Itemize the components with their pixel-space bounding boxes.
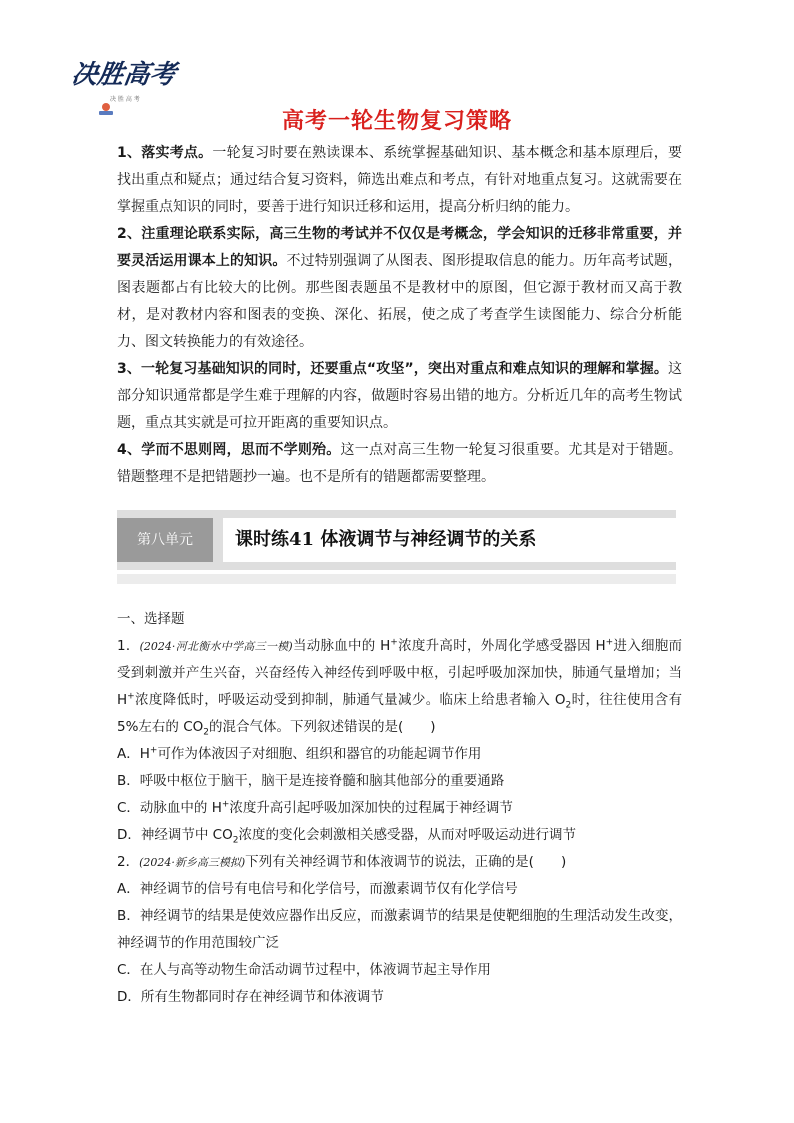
strategy-lead: 3、一轮复习基础知识的同时，还要重点“攻坚”，突出对重点和难点知识的理解和掌握。 [117,361,668,377]
option-d [117,822,682,849]
page-title: 高考一轮生物复习策略 [281,109,512,134]
question-number: 2． [117,854,140,870]
option-b: B．呼吸中枢位于脑干，脑干是连接脊髓和脑其他部分的重要通路 [117,773,505,789]
strategy-item [117,221,682,356]
strategy-item [117,356,682,437]
lesson-banner [117,510,676,586]
question-stem [117,849,682,876]
superscript: + [127,691,135,702]
strategy-body: 这一点对高三生物一轮复习很重要。尤其是对于错题。错题整理不是把错题抄一遍。也不是所有的错题都需要整理。 [117,442,683,485]
banner-strip [117,574,676,584]
stem-text: 的混合气体。下列叙述错误的是( ) [209,719,436,735]
stem-text: 浓度降低时，呼吸运动受到抑制，肺通气量减少。临床上给患者输入 O [134,692,566,708]
unit-tag: 第八单元 [117,518,213,562]
superscript: + [390,637,398,648]
stem-text: 下列有关神经调节和体液调节的说法，正确的是( ) [245,854,567,870]
question-section [117,606,682,1011]
option-c [117,795,682,822]
option-b: B．神经调节的结果是使效应器作出反应，而激素调节的结果是使靶细胞的生理活动发生改变，神经调节的作用范围较广泛 [117,908,682,951]
strategy-lead: 2、注重理论联系实际，高三生物的考试并不仅仅是考概念，学会知识的迁移非常重要，并要灵活运用课本上的知识。 [117,226,682,269]
stem-text: 当动脉血中的 H [292,638,391,654]
strategy-section [117,140,682,491]
option-text: 浓度的变化会刺激相关感受器，从而对呼吸运动进行调节 [238,827,576,843]
option-a: A．神经调节的信号有电信号和化学信号，而激素调节仅有化学信号 [117,881,518,897]
superscript: + [149,745,158,756]
option-text: A．H [117,746,150,762]
strategy-body: 一轮复习时要在熟读课本、系统掌握基础知识、基本概念和基本原理后，要找出重点和疑点；通过结合复习资料，筛选出难点和考点，有针对地重点复习。这就需要在掌握重点知识的同时，要善于进行知识迁移和运用，提高分析归纳的能力。 [117,145,682,215]
strategy-body: 不过特别强调了从图表、图形提取信息的能力。历年高考试题，图表题都占有比较大的比例。那些图表题虽不是教材中的原图，但它源于教材而又高于教材，是对教材内容和图表的变换、深化、拓展，使之成了考查学生读图能力、综合分析能力、图文转换能力的有效途径。 [117,253,683,350]
question-source: (2024·新乡高三模拟) [139,856,246,869]
question-number: 1． [117,638,140,654]
option-text: C．动脉血中的 H [117,800,222,816]
strategy-item [117,140,682,221]
subscript: 2 [203,727,209,738]
strategy-item [117,437,682,491]
lesson-title: 课时练41 体液调节与神经调节的关系 [223,518,676,562]
question-stem [117,633,682,741]
superscript: + [605,637,614,648]
option-c: C．在人与高等动物生命活动调节过程中，体液调节起主导作用 [117,962,491,978]
stem-text: 进入细胞而受到刺激并产生兴奋，兴奋经传入神经传到呼吸中枢，引起呼吸加深加快，肺通气量增加；当 H [117,638,683,708]
option-text: 浓度升高引起呼吸加深加快的过程属于神经调节 [229,800,513,816]
strategy-body: 这部分知识通常都是学生难于理解的内容，做题时容易出错的地方。分析近几年的高考生物试题，重点其实就是可拉开距离的重要知识点。 [117,361,682,431]
option-d: D．所有生物都同时存在神经调节和体液调节 [117,989,384,1005]
strategy-lead: 1、落实考点。 [117,145,213,161]
stem-text: 时，往往使用含有 5%左右的 CO [117,692,683,735]
superscript: + [221,799,230,810]
stem-text: 浓度升高时，外周化学感受器因 H [397,638,606,654]
option-a [117,741,682,768]
subscript: 2 [565,700,572,711]
logo-wordmark: 决胜高考 [69,60,178,90]
option-text: 可作为体液因子对细胞、组织和器官的功能起调节作用 [157,746,482,762]
option-text: D．神经调节中 CO [117,827,233,843]
subscript: 2 [232,835,239,846]
strategy-lead: 4、学而不思则罔，思而不学则殆。 [117,442,341,458]
section-heading: 一、选择题 [117,611,185,627]
logo-tagline: 决 胜 高 考 [110,96,140,103]
question-source: (2024·河北衡水中学高三一模) [139,640,293,653]
